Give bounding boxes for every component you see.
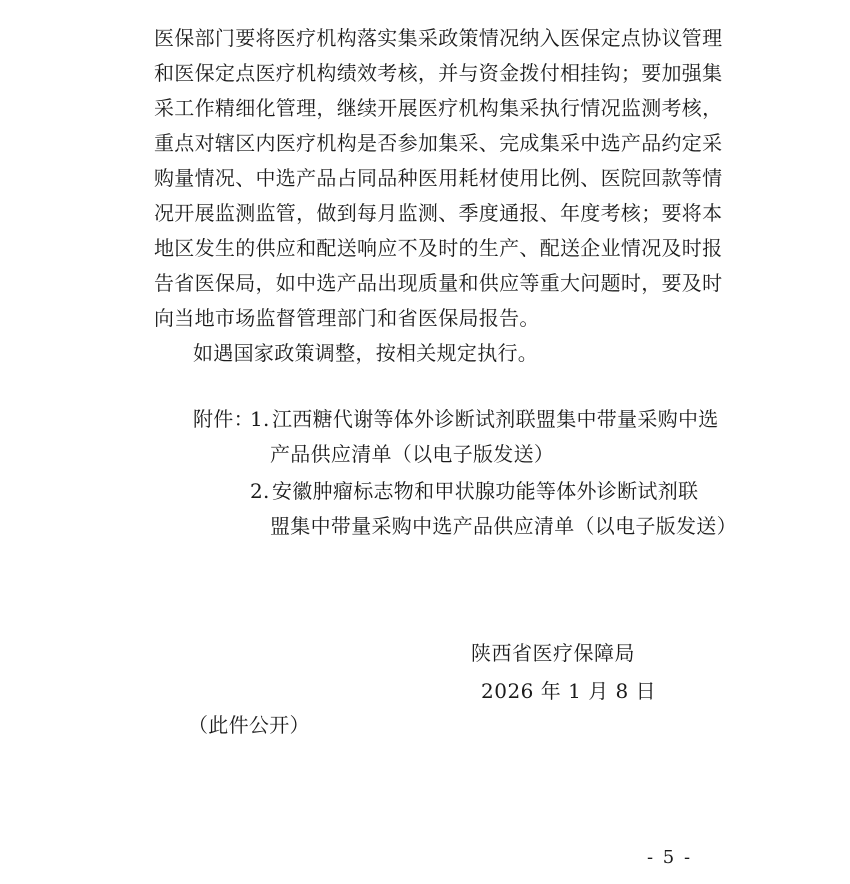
paragraph-line: 地区发生的供应和配送响应不及时的生产、配送企业情况及时报 (154, 236, 723, 260)
disclosure-note: （此件公开） (188, 713, 310, 737)
paragraph-line: 重点对辖区内医疗机构是否参加集采、完成集采中选产品约定采 (154, 131, 723, 155)
issue-date: 2026 年 1 月 8 日 (481, 679, 657, 703)
attachment-title-line: 盟集中带量采购中选产品供应清单（以电子版发送） (270, 514, 737, 538)
issuer-name: 陕西省医疗保障局 (471, 641, 635, 665)
policy-note: 如遇国家政策调整，按相关规定执行。 (193, 341, 539, 365)
paragraph-line: 向当地市场监督管理部门和省医保局报告。 (154, 306, 540, 330)
attachments-label: 附件： (193, 407, 254, 431)
attachment-title-line: 江西糖代谢等体外诊断试剂联盟集中带量采购中选 (272, 407, 719, 431)
attachment-title-line: 安徽肿瘤标志物和甲状腺功能等体外诊断试剂联 (272, 479, 699, 503)
paragraph-line: 告省医保局，如中选产品出现质量和供应等重大问题时，要及时 (154, 271, 723, 295)
paragraph-line: 况开展监测监管，做到每月监测、季度通报、年度考核；要将本 (154, 201, 723, 225)
attachment-title-line: 产品供应清单（以电子版发送） (270, 442, 555, 466)
attachment-number: 2. (250, 479, 270, 503)
paragraph-line: 和医保定点医疗机构绩效考核，并与资金拨付相挂钩；要加强集 (154, 61, 723, 85)
paragraph-line: 购量情况、中选产品占同品种医用耗材使用比例、医院回款等情 (154, 166, 723, 190)
page-number: - 5 - (647, 847, 693, 868)
paragraph-line: 采工作精细化管理，继续开展医疗机构集采执行情况监测考核， (154, 96, 723, 120)
attachment-number: 1. (250, 407, 270, 431)
paragraph-line: 医保部门要将医疗机构落实集采政策情况纳入医保定点协议管理 (154, 26, 723, 50)
